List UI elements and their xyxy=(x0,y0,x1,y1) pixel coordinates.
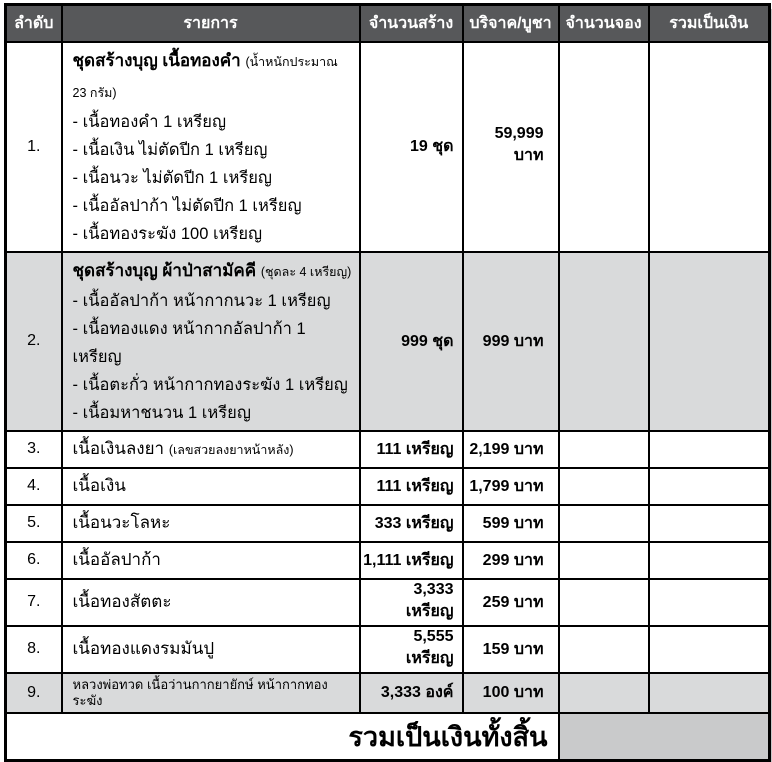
line-total-cell xyxy=(649,542,770,579)
row-number: 1. xyxy=(6,42,62,252)
price-value: 2,199 บาท xyxy=(463,431,559,468)
row-number: 4. xyxy=(6,468,62,505)
line-total-cell xyxy=(649,431,770,468)
header-row xyxy=(6,5,770,42)
column-header-price: บริจาค/บูชา xyxy=(463,5,559,42)
line-total-cell xyxy=(649,505,770,542)
reserved-cell xyxy=(559,505,649,542)
item-title xyxy=(73,550,353,570)
table-row xyxy=(6,626,770,673)
table-row xyxy=(6,673,770,713)
sub-item: - เนื้อทองแดง หน้ากากอัลปาก้า 1 เหรียญ xyxy=(72,319,306,366)
item-title xyxy=(73,476,353,496)
price-value: 159 บาท xyxy=(463,626,559,673)
column-header-item: รายการ xyxy=(62,5,360,42)
item-title-text: เนื้อทองแดงรมมันปู xyxy=(72,639,215,658)
line-total-cell xyxy=(649,42,770,252)
item-cell xyxy=(62,579,360,626)
item-title-text: เนื้อเงินลงยา xyxy=(72,438,165,458)
item-title xyxy=(73,513,353,533)
row-number: 5. xyxy=(6,505,62,542)
item-note: (น้ำหนักประมาณ 23 กรัม) xyxy=(72,54,338,100)
sub-item: - เนื้อทองระฆัง 100 เหรียญ xyxy=(72,224,263,243)
line-total-cell xyxy=(649,579,770,626)
column-header-reserved: จำนวนจอง xyxy=(559,5,649,42)
item-cell xyxy=(62,252,360,431)
line-total-cell xyxy=(649,252,770,431)
sub-item: - เนื้อทองคำ 1 เหรียญ xyxy=(72,112,227,131)
item-title-text: ชุดสร้างบุญ เนื้อทองคำ xyxy=(72,50,241,70)
sub-item: - เนื้อเงิน ไม่ตัดปีก 1 เหรียญ xyxy=(72,140,268,159)
sub-item: - เนื้อมหาชนวน 1 เหรียญ xyxy=(72,403,251,422)
item-cell xyxy=(62,431,360,468)
quantity-value: 333 เหรียญ xyxy=(360,505,463,542)
sub-item: - เนื้อตะกั่ว หน้ากากทองระฆัง 1 เหรียญ xyxy=(72,375,348,394)
column-header-quantity: จำนวนสร้าง xyxy=(360,5,463,42)
item-cell xyxy=(62,626,360,673)
item-title-text: เนื้อเงิน xyxy=(72,476,126,495)
item-title-text: เนื้อนวะโลหะ xyxy=(72,513,171,532)
line-total-cell xyxy=(649,673,770,713)
price-value: 599 บาท xyxy=(463,505,559,542)
item-cell xyxy=(62,468,360,505)
price-value: 1,799 บาท xyxy=(463,468,559,505)
reserved-cell xyxy=(559,542,649,579)
item-title-text: เนื้ออัลปาก้า xyxy=(72,550,161,569)
price-value: 299 บาท xyxy=(463,542,559,579)
line-total-cell xyxy=(649,626,770,673)
sub-item: - เนื้อนวะ ไม่ตัดปีก 1 เหรียญ xyxy=(72,168,272,187)
item-title xyxy=(73,439,353,460)
reserved-cell xyxy=(559,673,649,713)
reserved-cell xyxy=(559,626,649,673)
grand-total-row xyxy=(6,713,770,761)
reserved-cell xyxy=(559,431,649,468)
item-cell xyxy=(62,673,360,713)
line-total-cell xyxy=(649,468,770,505)
row-number: 2. xyxy=(6,252,62,431)
order-form-table xyxy=(4,3,771,762)
quantity-value: 3,333 เหรียญ xyxy=(360,579,463,626)
item-title-text: ชุดสร้างบุญ ผ้าป่าสามัคคี xyxy=(72,260,257,280)
item-cell xyxy=(62,505,360,542)
grand-total-value-cell xyxy=(559,713,770,761)
column-header-total: รวมเป็นเงิน xyxy=(649,5,770,42)
quantity-value: 1,111 เหรียญ xyxy=(360,542,463,579)
table-row xyxy=(6,468,770,505)
quantity-value: 999 ชุด xyxy=(360,252,463,431)
item-title xyxy=(73,256,353,287)
price-value: 259 บาท xyxy=(463,579,559,626)
price-value: 100 บาท xyxy=(463,673,559,713)
quantity-value: 111 เหรียญ xyxy=(360,431,463,468)
item-note: (เลขสวยลงยาหน้าหลัง) xyxy=(168,442,294,457)
table-row xyxy=(6,505,770,542)
item-title xyxy=(73,46,353,108)
quantity-value: 5,555 เหรียญ xyxy=(360,626,463,673)
reserved-cell xyxy=(559,42,649,252)
item-cell xyxy=(62,542,360,579)
price-value: 999 บาท xyxy=(463,252,559,431)
item-cell xyxy=(62,42,360,252)
item-title xyxy=(73,639,353,659)
row-number: 8. xyxy=(6,626,62,673)
row-number: 6. xyxy=(6,542,62,579)
item-title xyxy=(73,592,353,612)
reserved-cell xyxy=(559,252,649,431)
row-number: 9. xyxy=(6,673,62,713)
table-row xyxy=(6,42,770,252)
table-row xyxy=(6,579,770,626)
quantity-value: 3,333 องค์ xyxy=(360,673,463,713)
sub-item: - เนื้ออัลปาก้า หน้ากากนวะ 1 เหรียญ xyxy=(72,291,331,310)
row-number: 7. xyxy=(6,579,62,626)
column-header-no: ลำดับ xyxy=(6,5,62,42)
table-row xyxy=(6,542,770,579)
quantity-value: 111 เหรียญ xyxy=(360,468,463,505)
quantity-value: 19 ชุด xyxy=(360,42,463,252)
reserved-cell xyxy=(559,468,649,505)
item-title xyxy=(73,677,353,709)
item-note: (ชุดละ 4 เหรียญ) xyxy=(260,264,352,279)
item-title-text: หลวงพ่อทวด เนื้อว่านกากยายักษ์ หน้ากากทองระฆัง xyxy=(72,676,328,708)
table-row xyxy=(6,252,770,431)
grand-total-label: รวมเป็นเงินทั้งสิ้น xyxy=(6,713,559,761)
reserved-cell xyxy=(559,579,649,626)
price-value: 59,999 บาท xyxy=(463,42,559,252)
sub-item: - เนื้ออัลปาก้า ไม่ตัดปีก 1 เหรียญ xyxy=(72,196,302,215)
row-number: 3. xyxy=(6,431,62,468)
item-title-text: เนื้อทองสัตตะ xyxy=(72,592,172,611)
table-row xyxy=(6,431,770,468)
